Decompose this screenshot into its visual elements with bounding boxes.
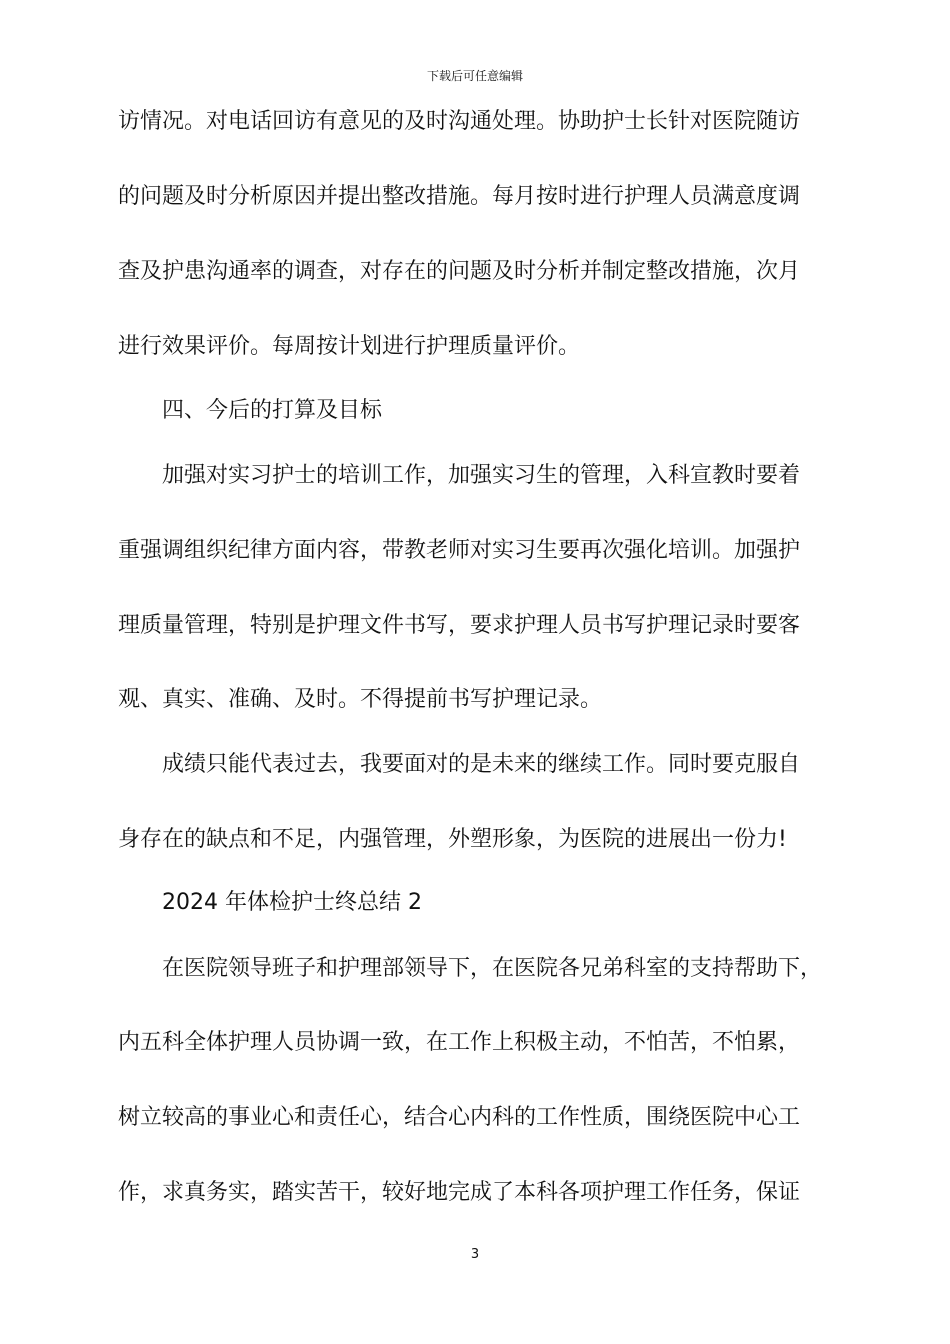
page-number: 3: [470, 1247, 480, 1262]
paragraph-line: 访情况。对电话回访有意见的及时沟通处理。协助护士长针对医院随访: [118, 109, 801, 134]
paragraph-line: 在医院领导班子和护理部领导下，在医院各兄弟科室的支持帮助下，: [162, 956, 823, 981]
paragraph-line: 作，求真务实，踏实苦干，较好地完成了本科各项护理工作任务，保证: [118, 1180, 801, 1205]
paragraph-line: 身存在的缺点和不足，内强管理，外塑形象，为医院的进展出一份力!: [118, 827, 787, 852]
paragraph-line: 查及护患沟通率的调查，对存在的问题及时分析并制定整改措施，次月: [118, 259, 801, 284]
paragraph-line: 成绩只能代表过去，我要面对的是未来的继续工作。同时要克服自: [162, 752, 801, 777]
paragraph-line: 观、真实、准确、及时。不得提前书写护理记录。: [118, 687, 603, 712]
paragraph-line: 树立较高的事业心和责任心，结合心内科的工作性质，围绕医院中心工: [118, 1105, 801, 1130]
paragraph-line: 理质量管理，特别是护理文件书写，要求护理人员书写护理记录时要客: [118, 613, 801, 638]
paragraph-line: 内五科全体护理人员协调一致，在工作上积极主动，不怕苦，不怕累，: [118, 1030, 801, 1055]
paragraph-line: 的问题及时分析原因并提出整改措施。每月按时进行护理人员满意度调: [118, 184, 801, 209]
paragraph-line: 加强对实习护士的培训工作，加强实习生的管理，入科宣教时要着: [162, 463, 801, 488]
section-heading: 四、今后的打算及目标: [162, 398, 383, 423]
paragraph-line: 重强调组织纪律方面内容，带教老师对实习生要再次强化培训。加强护: [118, 538, 801, 563]
section-title: 2024 年体检护士终总结 2: [162, 890, 422, 915]
paragraph-line: 进行效果评价。每周按计划进行护理质量评价。: [118, 334, 581, 359]
page-header: 下载后可任意编辑: [426, 69, 523, 83]
